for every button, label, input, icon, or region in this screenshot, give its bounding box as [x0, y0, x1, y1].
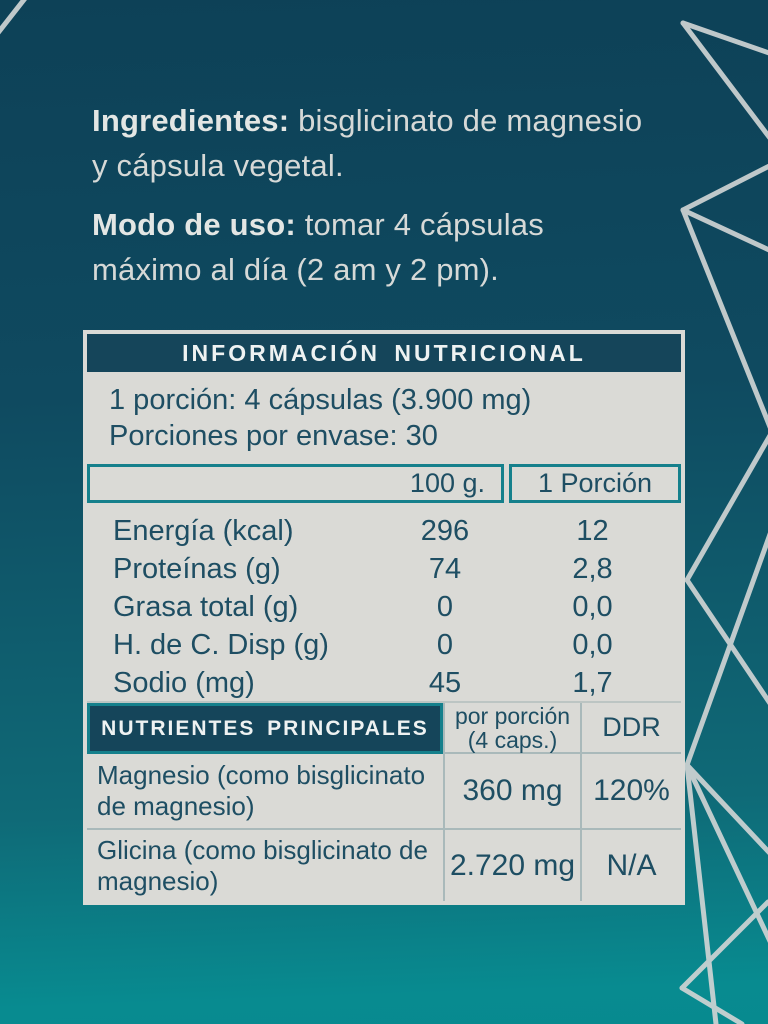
value-per-porcion: 12 [576, 515, 609, 547]
table-row [87, 828, 681, 901]
nutrition-data-rows [87, 503, 681, 701]
servings-per-container-line: Porciones por envase: 30 [109, 420, 438, 452]
serving-size-line: 1 porción: 4 cápsulas (3.900 mg) [109, 384, 532, 416]
main-nutrients-header-row [87, 701, 681, 754]
nutrient-ddr: N/A [580, 830, 681, 901]
nutrient-name: Sodio (mg) [113, 667, 255, 699]
main-nutrients-title: NUTRIENTES PRINCIPALES [87, 703, 443, 754]
nutrient-amount: 2.720 mg [443, 830, 580, 901]
nutrient-name: Magnesio (como bisglicinato de magnesio) [97, 760, 426, 821]
value-per-100g: 45 [428, 667, 462, 699]
value-per-100g: 296 [420, 515, 470, 547]
table-row [87, 550, 681, 588]
nutrient-name: Energía (kcal) [113, 515, 294, 547]
per-serving-line2: (4 caps.) [467, 726, 558, 753]
usage-text: tomar 4 cápsulas máximo al día (2 am y 2 pm). [92, 207, 544, 287]
table-row [87, 626, 681, 664]
table-row [87, 512, 681, 550]
usage-label: Modo de uso: [92, 207, 296, 242]
nutrition-facts-panel [83, 330, 685, 905]
column-header-per-serving [443, 703, 580, 754]
nutrient-name: Proteínas (g) [113, 553, 281, 585]
nutrient-name: Glicina (como bisglicinato de magnesio) [97, 834, 428, 896]
table-row [87, 588, 681, 626]
column-header-ddr: DDR [580, 703, 681, 754]
value-per-porcion: 0,0 [572, 591, 613, 623]
nutrition-table-title: INFORMACIÓN NUTRICIONAL [87, 334, 681, 372]
nutrient-amount: 360 mg [443, 754, 580, 828]
value-per-100g: 74 [428, 553, 462, 585]
per-serving-line1: por porción [454, 702, 571, 729]
value-per-100g: 0 [436, 629, 454, 661]
nutrient-ddr: 120% [580, 754, 681, 828]
table-row [87, 664, 681, 702]
column-header-row [87, 464, 681, 503]
intro-text-block [92, 98, 654, 306]
value-per-porcion: 1,7 [572, 667, 613, 699]
ingredients-label: Ingredientes: [92, 103, 290, 138]
nutrient-name: Grasa total (g) [113, 591, 299, 623]
column-header-100g: 100 g. [87, 464, 504, 503]
value-per-porcion: 0,0 [572, 629, 613, 661]
serving-info [87, 372, 681, 464]
nutrient-name: H. de C. Disp (g) [113, 629, 329, 661]
table-row [87, 754, 681, 828]
column-header-porcion: 1 Porción [509, 464, 681, 503]
value-per-100g: 0 [436, 591, 454, 623]
ingredients-text: bisglicinato de magnesio y cápsula vegetal. [92, 103, 643, 183]
usage-paragraph [92, 202, 654, 292]
ingredients-paragraph [92, 98, 654, 188]
value-per-porcion: 2,8 [572, 553, 613, 585]
